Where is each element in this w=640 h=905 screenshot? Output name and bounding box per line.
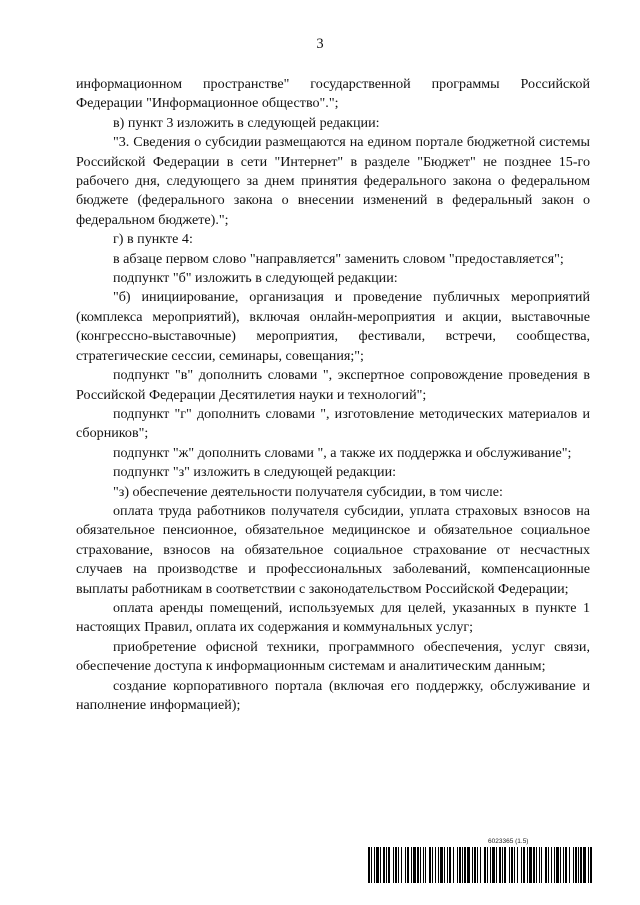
paragraph: в абзаце первом слово "направляется" заменить словом "предоставляется"; xyxy=(113,250,564,267)
document-body xyxy=(76,75,590,715)
paragraph: подпункт "з" изложить в следующей редакции: xyxy=(113,464,397,481)
page-number: 3 xyxy=(316,36,324,52)
paragraph: "б) инициирование, организация и проведение публичных мероприятий (комплекса мероприятий), включая онлайн-мероприятия и акции, выставочные (конгрессно-выставочные) мероприятия, фестивали, встречи, сообщества, стратегические сессии, семинары, совещания;"; xyxy=(76,289,590,364)
paragraph: оплата аренды помещений, используемых для целей, указанных в пункте 1 настоящих Правил, оплата их содержания и коммунальных услуг; xyxy=(76,599,590,636)
paragraph: подпункт "б" изложить в следующей редакции: xyxy=(113,270,398,287)
paragraph: оплата труда работников получателя субсидии, уплата страховых взносов на обязательное пенсионное, обязательное медицинское и обязательное социальное страхование, взносов на обязательное социальное страхование от несчастных случаев на производстве и профессиональных заболеваний, компенсационные выплаты работникам в соответствии с законодательством Российской Федерации; xyxy=(76,502,590,597)
paragraph: подпункт "в" дополнить словами ", экспертное сопровождение проведения в Российской Федерации Десятилетия науки и технологий"; xyxy=(76,367,590,403)
paragraph: г) в пункте 4: xyxy=(113,231,193,248)
paragraph: информационном пространстве" государственной программы Российской Федерации "Информационное общество"."; xyxy=(76,76,590,112)
paragraph: создание корпоративного портала (включая его поддержку, обслуживание и наполнение информацией); xyxy=(76,677,590,713)
paragraph: "з) обеспечение деятельности получателя субсидии, в том числе: xyxy=(113,483,503,500)
barcode-label: 6023365 (1.5) xyxy=(488,838,529,845)
paragraph: в) пункт 3 изложить в следующей редакции: xyxy=(113,114,380,131)
barcode-icon xyxy=(368,847,592,883)
paragraph: подпункт "г" дополнить словами ", изготовление методических материалов и сборников"; xyxy=(76,405,590,442)
paragraph: приобретение офисной техники, программного обеспечения, услуг связи, обеспечение доступа к информационным системам и аналитическим данным; xyxy=(76,638,590,675)
paragraph: "3. Сведения о субсидии размещаются на едином портале бюджетной системы Российской Федерации в сети "Интернет" в разделе "Бюджет" не позднее 15-го рабочего дня, следующего за днем принятия федерального закона о федеральном бюджете (федерального закона о внесении изменений в федеральный закон о федеральном бюджете)."; xyxy=(76,134,590,228)
paragraph: подпункт "ж" дополнить словами ", а также их поддержка и обслуживание"; xyxy=(113,444,572,461)
